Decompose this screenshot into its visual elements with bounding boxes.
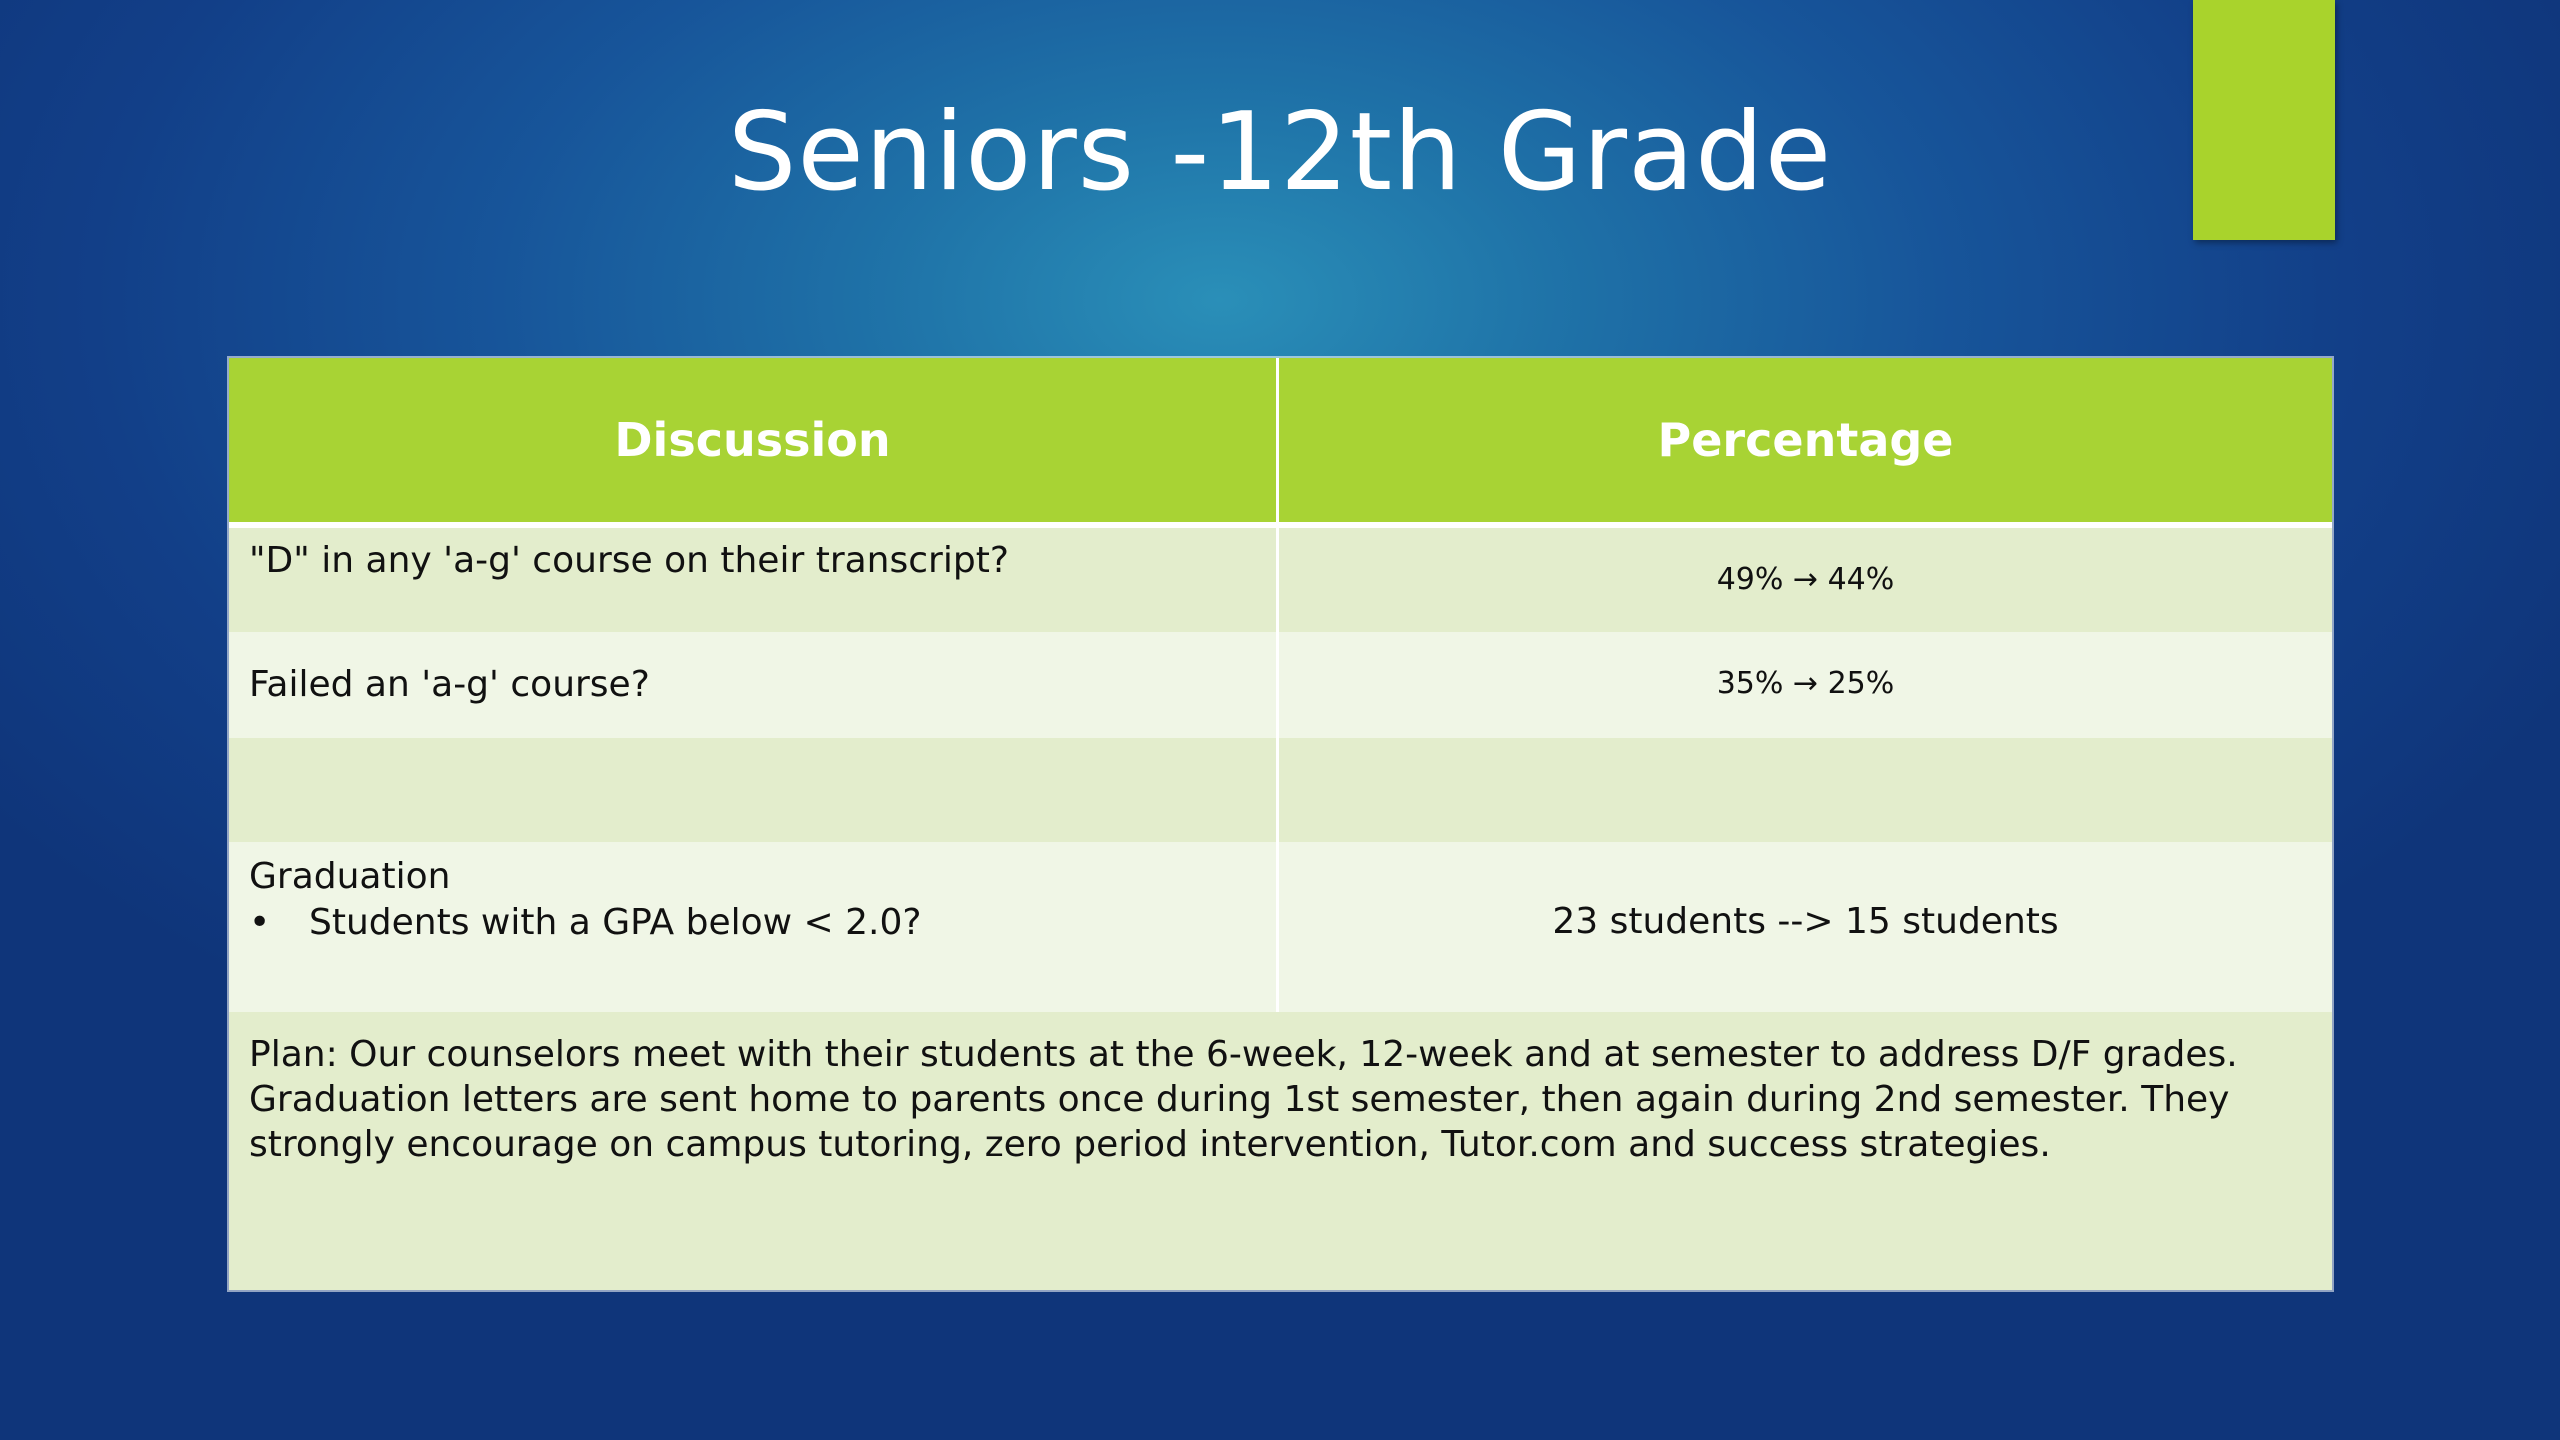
discussion-text: Graduation	[249, 856, 451, 897]
discussion-cell	[229, 842, 1279, 1012]
percentage-value: 35% → 25%	[1716, 666, 1895, 701]
bullet-text: Students with a GPA below < 2.0?	[309, 902, 922, 943]
plan-text: Plan: Our counselors meet with their students at the 6-week, 12-week and at semester to address D/F grades. Graduation letters are sent home to parents once during 1st semester, then again during 2nd semester. They strongly encourage on campus tutoring, zero period intervention, Tutor.com and success strategies.	[249, 1034, 2238, 1165]
plan-row	[229, 1012, 2332, 1290]
header-percentage: Percentage	[1657, 413, 1954, 467]
header-discussion: Discussion	[229, 358, 1279, 522]
bullet-symbol: •	[249, 902, 271, 943]
table-row	[229, 632, 2332, 738]
slide-title: Seniors -12th Grade	[727, 90, 1833, 215]
percentage-cell	[1279, 842, 2332, 1012]
data-table	[229, 358, 2332, 1290]
accent-bar	[2193, 0, 2335, 240]
discussion-cell	[229, 632, 1279, 738]
percentage-cell	[1279, 632, 2332, 738]
table-row	[229, 528, 2332, 632]
discussion-cell	[229, 738, 1279, 842]
table-row	[229, 842, 2332, 1012]
table-row	[229, 738, 2332, 842]
discussion-text: "D" in any 'a-g' course on their transcript?	[249, 540, 1009, 581]
percentage-value: 23 students --> 15 students	[1552, 901, 2059, 942]
discussion-block	[249, 854, 922, 946]
percentage-cell	[1279, 738, 2332, 842]
discussion-cell	[229, 528, 1279, 632]
bullet-item	[249, 900, 922, 946]
discussion-text: Failed an 'a-g' course?	[249, 664, 650, 705]
percentage-value: 49% → 44%	[1716, 562, 1895, 597]
percentage-cell	[1279, 528, 2332, 632]
table-header-row	[229, 358, 2332, 528]
